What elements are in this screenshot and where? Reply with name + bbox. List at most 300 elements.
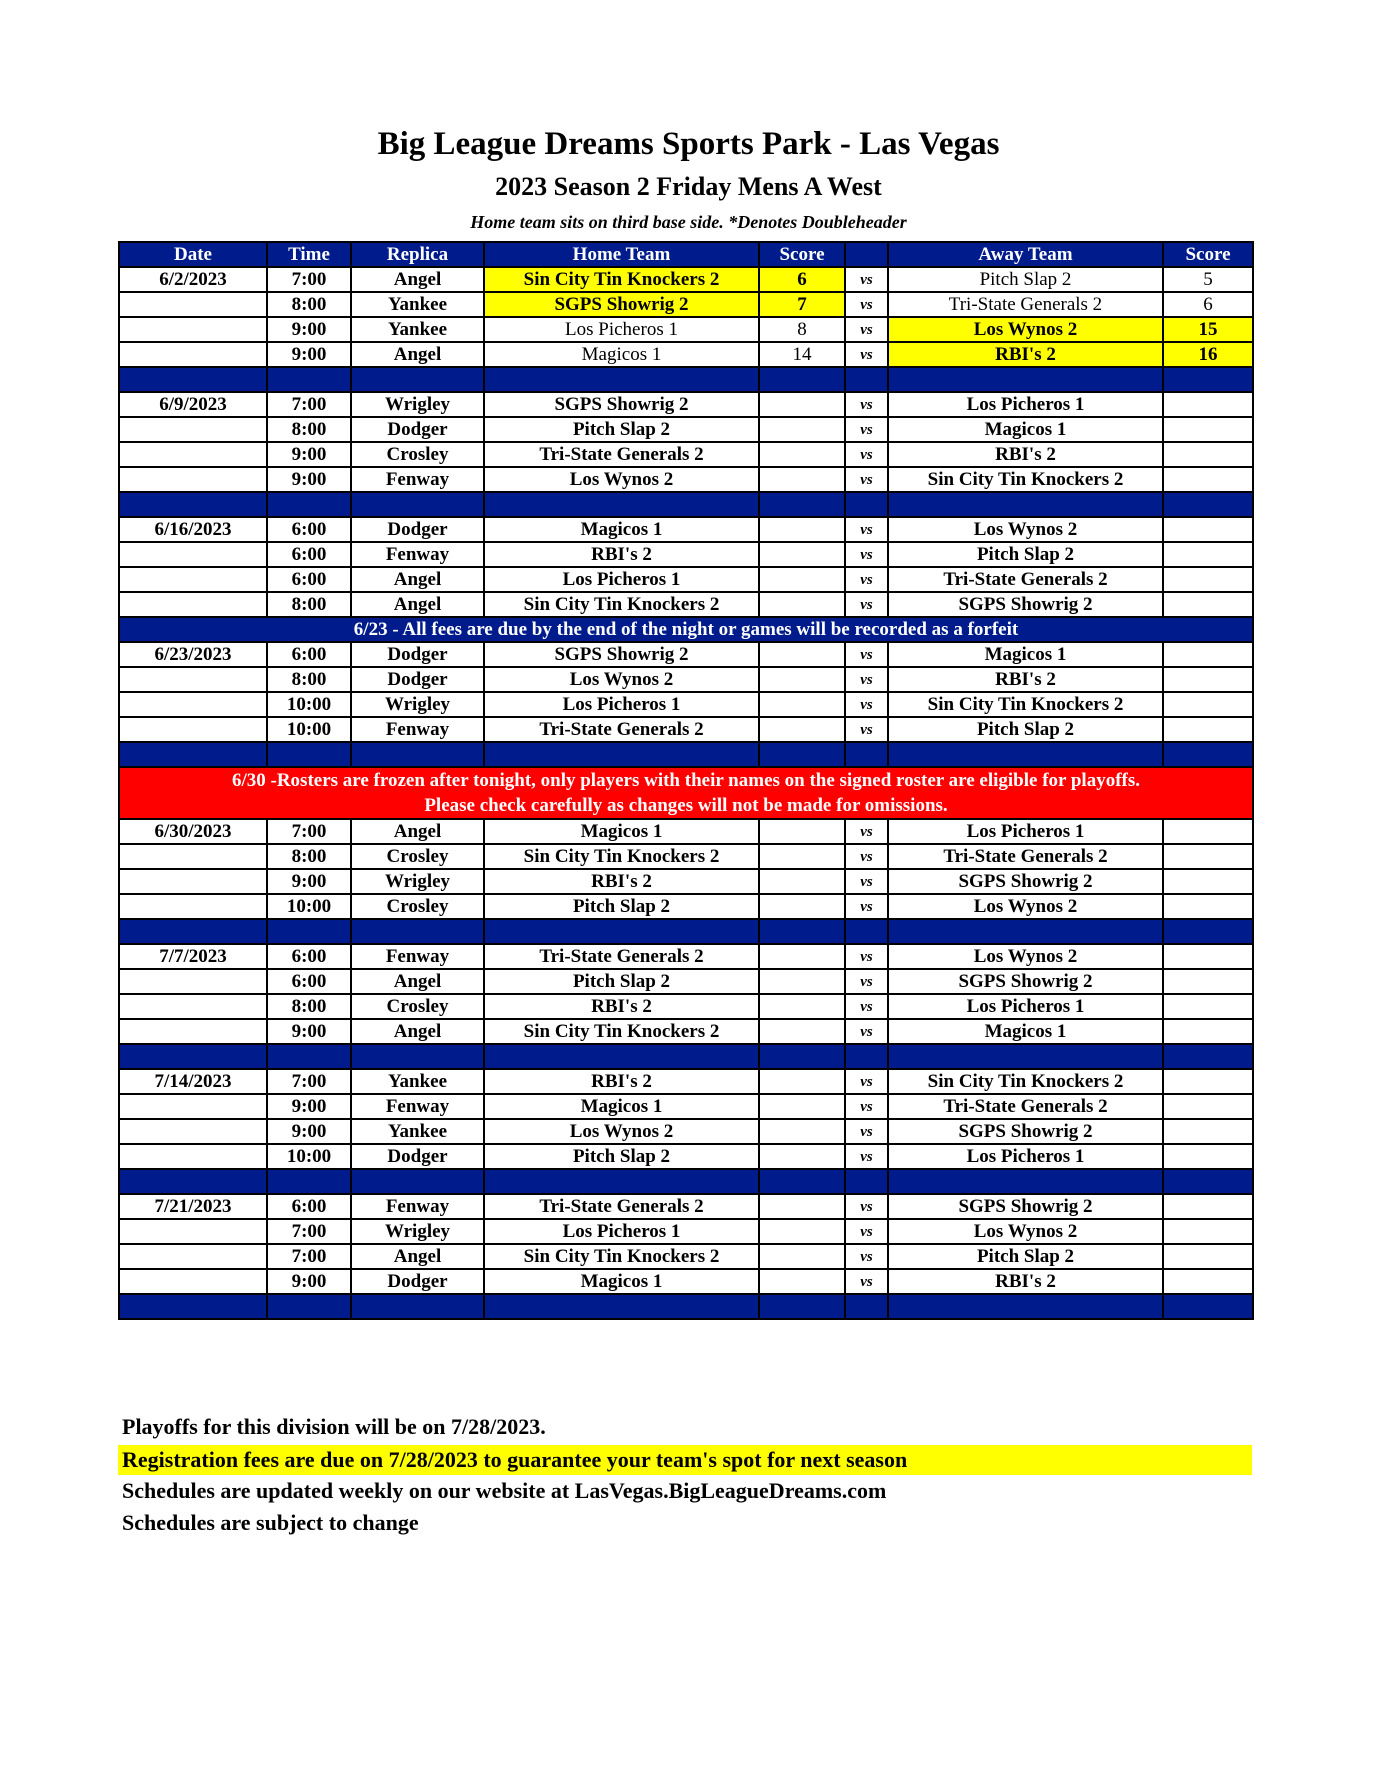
field-cell: Wrigley: [351, 392, 484, 417]
field-cell: Wrigley: [351, 869, 484, 894]
col-header-replica: Replica: [351, 242, 484, 267]
away-score-cell: [1163, 542, 1253, 567]
home-score-cell: [759, 392, 845, 417]
home-team-cell: SGPS Showrig 2: [484, 292, 759, 317]
separator-cell: [759, 367, 845, 392]
home-team-cell: Tri-State Generals 2: [484, 944, 759, 969]
separator-cell: [351, 492, 484, 517]
home-team-cell: Tri-State Generals 2: [484, 717, 759, 742]
table-row: [119, 1069, 1253, 1094]
home-score-cell: [759, 1019, 845, 1044]
away-score-cell: 16: [1163, 342, 1253, 367]
home-team-cell: Pitch Slap 2: [484, 1144, 759, 1169]
table-row: [119, 1019, 1253, 1044]
footer-registration: Registration fees are due on 7/28/2023 to guarantee your team's spot for next season: [118, 1445, 1252, 1475]
field-cell: Dodger: [351, 417, 484, 442]
time-cell: 8:00: [267, 592, 351, 617]
away-team-cell: Los Picheros 1: [888, 1144, 1163, 1169]
separator-cell: [1163, 1294, 1253, 1319]
date-cell: 7/7/2023: [119, 944, 267, 969]
away-team-cell: RBI's 2: [888, 1269, 1163, 1294]
field-cell: Fenway: [351, 1194, 484, 1219]
field-cell: Yankee: [351, 1069, 484, 1094]
separator-cell: [119, 742, 267, 767]
time-cell: 7:00: [267, 819, 351, 844]
vs-cell: vs: [845, 1094, 888, 1119]
home-score-cell: [759, 567, 845, 592]
separator-cell: [119, 919, 267, 944]
footer-change: Schedules are subject to change: [122, 1510, 419, 1535]
table-header-row: [119, 242, 1253, 267]
separator-cell: [119, 1044, 267, 1069]
away-score-cell: [1163, 592, 1253, 617]
separator-cell: [845, 919, 888, 944]
home-score-cell: [759, 994, 845, 1019]
home-team-cell: Pitch Slap 2: [484, 417, 759, 442]
table-row: [119, 267, 1253, 292]
roster-alert-line-2: Please check carefully as changes will not be made for omissions.: [424, 795, 948, 816]
table-row: [119, 442, 1253, 467]
home-team-cell: Magicos 1: [484, 819, 759, 844]
schedule-table: [118, 241, 1254, 1320]
home-team-cell: RBI's 2: [484, 1069, 759, 1094]
away-team-cell: Tri-State Generals 2: [888, 1094, 1163, 1119]
home-team-cell: Los Picheros 1: [484, 1219, 759, 1244]
col-header-away-score: Score: [1163, 242, 1253, 267]
date-cell: [119, 869, 267, 894]
away-score-cell: [1163, 1244, 1253, 1269]
table-row: [119, 1219, 1253, 1244]
vs-cell: vs: [845, 969, 888, 994]
away-team-cell: Sin City Tin Knockers 2: [888, 467, 1163, 492]
vs-cell: vs: [845, 869, 888, 894]
away-score-cell: [1163, 994, 1253, 1019]
away-score-cell: [1163, 819, 1253, 844]
separator-cell: [845, 367, 888, 392]
time-cell: 6:00: [267, 542, 351, 567]
separator-cell: [484, 367, 759, 392]
away-team-cell: Los Wynos 2: [888, 944, 1163, 969]
field-cell: Wrigley: [351, 1219, 484, 1244]
away-team-cell: Pitch Slap 2: [888, 717, 1163, 742]
away-team-cell: RBI's 2: [888, 667, 1163, 692]
vs-cell: vs: [845, 717, 888, 742]
fee-notice: 6/23 - All fees are due by the end of the night or games will be recorded as a forfeit: [119, 617, 1253, 642]
footer-website: Schedules are updated weekly on our website at LasVegas.BigLeagueDreams.com: [122, 1478, 887, 1503]
home-team-cell: Magicos 1: [484, 1094, 759, 1119]
date-cell: [119, 1244, 267, 1269]
table-row: [119, 869, 1253, 894]
home-score-cell: [759, 1144, 845, 1169]
time-cell: 6:00: [267, 969, 351, 994]
date-cell: [119, 292, 267, 317]
away-score-cell: 6: [1163, 292, 1253, 317]
vs-cell: vs: [845, 417, 888, 442]
away-score-cell: [1163, 1219, 1253, 1244]
schedule-note: Home team sits on third base side. *Denotes Doubleheader: [470, 212, 907, 232]
table-row: [119, 292, 1253, 317]
away-team-cell: SGPS Showrig 2: [888, 869, 1163, 894]
roster-alert-line-1: 6/30 -Rosters are frozen after tonight, only players with their names on the signed roster are eligible for playoffs.: [231, 770, 1141, 791]
home-score-cell: [759, 667, 845, 692]
separator-cell: [1163, 367, 1253, 392]
away-team-cell: RBI's 2: [888, 442, 1163, 467]
separator-row: [119, 1169, 1253, 1194]
away-team-cell: Tri-State Generals 2: [888, 567, 1163, 592]
separator-cell: [267, 1294, 351, 1319]
separator-cell: [845, 1294, 888, 1319]
home-team-cell: Sin City Tin Knockers 2: [484, 1019, 759, 1044]
separator-cell: [119, 492, 267, 517]
separator-cell: [759, 492, 845, 517]
time-cell: 9:00: [267, 869, 351, 894]
vs-cell: vs: [845, 392, 888, 417]
vs-cell: vs: [845, 667, 888, 692]
separator-cell: [845, 1169, 888, 1194]
home-score-cell: [759, 894, 845, 919]
separator-cell: [759, 919, 845, 944]
away-team-cell: Pitch Slap 2: [888, 267, 1163, 292]
table-row: [119, 1269, 1253, 1294]
page-subtitle: 2023 Season 2 Friday Mens A West: [495, 172, 882, 201]
field-cell: Crosley: [351, 994, 484, 1019]
separator-cell: [351, 367, 484, 392]
home-team-cell: Los Wynos 2: [484, 1119, 759, 1144]
separator-cell: [888, 1169, 1163, 1194]
home-score-cell: [759, 592, 845, 617]
separator-cell: [484, 1294, 759, 1319]
separator-cell: [888, 367, 1163, 392]
separator-row: [119, 919, 1253, 944]
col-header-home-score: Score: [759, 242, 845, 267]
date-cell: 6/16/2023: [119, 517, 267, 542]
table-row: [119, 844, 1253, 869]
home-team-cell: Los Picheros 1: [484, 567, 759, 592]
separator-cell: [1163, 1169, 1253, 1194]
col-header-home-team: Home Team: [484, 242, 759, 267]
date-cell: 7/21/2023: [119, 1194, 267, 1219]
away-team-cell: SGPS Showrig 2: [888, 969, 1163, 994]
field-cell: Angel: [351, 267, 484, 292]
table-row: [119, 894, 1253, 919]
field-cell: Yankee: [351, 317, 484, 342]
home-team-cell: Pitch Slap 2: [484, 969, 759, 994]
table-row: [119, 342, 1253, 367]
date-cell: 6/30/2023: [119, 819, 267, 844]
time-cell: 9:00: [267, 442, 351, 467]
away-team-cell: Los Picheros 1: [888, 819, 1163, 844]
separator-cell: [888, 1044, 1163, 1069]
date-cell: 6/2/2023: [119, 267, 267, 292]
vs-cell: vs: [845, 1019, 888, 1044]
time-cell: 7:00: [267, 267, 351, 292]
away-team-cell: Magicos 1: [888, 642, 1163, 667]
alert-row: [119, 767, 1253, 819]
home-score-cell: [759, 517, 845, 542]
field-cell: Fenway: [351, 1094, 484, 1119]
separator-cell: [484, 919, 759, 944]
separator-cell: [119, 1294, 267, 1319]
vs-cell: vs: [845, 292, 888, 317]
field-cell: Dodger: [351, 517, 484, 542]
vs-cell: vs: [845, 567, 888, 592]
col-header-away-team: Away Team: [888, 242, 1163, 267]
field-cell: Fenway: [351, 542, 484, 567]
time-cell: 6:00: [267, 517, 351, 542]
date-cell: [119, 467, 267, 492]
field-cell: Crosley: [351, 442, 484, 467]
vs-cell: vs: [845, 1219, 888, 1244]
separator-cell: [267, 919, 351, 944]
footer-playoffs: Playoffs for this division will be on 7/28/2023.: [122, 1414, 546, 1439]
table-row: [119, 819, 1253, 844]
field-cell: Angel: [351, 819, 484, 844]
vs-cell: vs: [845, 267, 888, 292]
away-score-cell: [1163, 392, 1253, 417]
separator-cell: [351, 1044, 484, 1069]
separator-cell: [267, 742, 351, 767]
away-team-cell: Pitch Slap 2: [888, 542, 1163, 567]
away-score-cell: [1163, 717, 1253, 742]
time-cell: 9:00: [267, 1119, 351, 1144]
separator-cell: [888, 1294, 1163, 1319]
separator-cell: [845, 1044, 888, 1069]
home-team-cell: Tri-State Generals 2: [484, 442, 759, 467]
time-cell: 8:00: [267, 417, 351, 442]
separator-cell: [351, 1294, 484, 1319]
away-team-cell: Tri-State Generals 2: [888, 292, 1163, 317]
date-cell: 6/9/2023: [119, 392, 267, 417]
home-score-cell: [759, 1094, 845, 1119]
date-cell: [119, 1219, 267, 1244]
home-team-cell: RBI's 2: [484, 542, 759, 567]
time-cell: 6:00: [267, 567, 351, 592]
home-team-cell: RBI's 2: [484, 994, 759, 1019]
home-score-cell: [759, 1244, 845, 1269]
separator-cell: [351, 919, 484, 944]
date-cell: [119, 442, 267, 467]
field-cell: Fenway: [351, 717, 484, 742]
home-score-cell: [759, 844, 845, 869]
separator-cell: [484, 492, 759, 517]
away-team-cell: Los Wynos 2: [888, 1219, 1163, 1244]
separator-cell: [1163, 492, 1253, 517]
home-team-cell: SGPS Showrig 2: [484, 392, 759, 417]
field-cell: Yankee: [351, 1119, 484, 1144]
away-team-cell: Los Picheros 1: [888, 994, 1163, 1019]
away-score-cell: [1163, 467, 1253, 492]
away-score-cell: [1163, 1094, 1253, 1119]
away-team-cell: SGPS Showrig 2: [888, 592, 1163, 617]
date-cell: [119, 542, 267, 567]
home-score-cell: 7: [759, 292, 845, 317]
vs-cell: vs: [845, 1119, 888, 1144]
home-score-cell: [759, 467, 845, 492]
home-score-cell: [759, 717, 845, 742]
vs-cell: vs: [845, 317, 888, 342]
home-score-cell: [759, 1194, 845, 1219]
home-score-cell: 8: [759, 317, 845, 342]
away-team-cell: Los Picheros 1: [888, 392, 1163, 417]
separator-cell: [267, 492, 351, 517]
field-cell: Angel: [351, 1244, 484, 1269]
time-cell: 6:00: [267, 944, 351, 969]
date-cell: [119, 717, 267, 742]
vs-cell: vs: [845, 467, 888, 492]
separator-cell: [759, 1044, 845, 1069]
home-team-cell: Pitch Slap 2: [484, 894, 759, 919]
vs-cell: vs: [845, 642, 888, 667]
away-score-cell: [1163, 1019, 1253, 1044]
date-cell: 6/23/2023: [119, 642, 267, 667]
home-score-cell: [759, 1069, 845, 1094]
home-score-cell: [759, 542, 845, 567]
date-cell: [119, 1119, 267, 1144]
home-score-cell: [759, 1269, 845, 1294]
home-score-cell: 6: [759, 267, 845, 292]
home-score-cell: [759, 442, 845, 467]
vs-cell: vs: [845, 944, 888, 969]
away-score-cell: [1163, 1119, 1253, 1144]
vs-cell: vs: [845, 592, 888, 617]
home-team-cell: Los Picheros 1: [484, 692, 759, 717]
table-row: [119, 717, 1253, 742]
away-score-cell: [1163, 442, 1253, 467]
table-row: [119, 1244, 1253, 1269]
vs-cell: vs: [845, 819, 888, 844]
separator-row: [119, 367, 1253, 392]
time-cell: 10:00: [267, 717, 351, 742]
separator-cell: [351, 1169, 484, 1194]
time-cell: 10:00: [267, 894, 351, 919]
table-row: [119, 567, 1253, 592]
table-row: [119, 517, 1253, 542]
date-cell: [119, 994, 267, 1019]
away-score-cell: [1163, 1194, 1253, 1219]
vs-cell: vs: [845, 542, 888, 567]
time-cell: 9:00: [267, 1019, 351, 1044]
field-cell: Angel: [351, 567, 484, 592]
away-score-cell: [1163, 944, 1253, 969]
table-row: [119, 944, 1253, 969]
home-score-cell: [759, 869, 845, 894]
away-team-cell: Sin City Tin Knockers 2: [888, 692, 1163, 717]
vs-cell: vs: [845, 342, 888, 367]
separator-cell: [759, 742, 845, 767]
vs-cell: vs: [845, 1144, 888, 1169]
date-cell: [119, 894, 267, 919]
away-score-cell: 15: [1163, 317, 1253, 342]
away-score-cell: [1163, 567, 1253, 592]
time-cell: 8:00: [267, 844, 351, 869]
field-cell: Angel: [351, 969, 484, 994]
date-cell: [119, 969, 267, 994]
separator-cell: [1163, 1044, 1253, 1069]
away-score-cell: [1163, 692, 1253, 717]
separator-row: [119, 492, 1253, 517]
time-cell: 7:00: [267, 392, 351, 417]
field-cell: Dodger: [351, 1144, 484, 1169]
home-team-cell: Tri-State Generals 2: [484, 1194, 759, 1219]
field-cell: Crosley: [351, 844, 484, 869]
away-team-cell: Pitch Slap 2: [888, 1244, 1163, 1269]
date-cell: [119, 1094, 267, 1119]
away-team-cell: Magicos 1: [888, 1019, 1163, 1044]
time-cell: 7:00: [267, 1069, 351, 1094]
separator-cell: [888, 919, 1163, 944]
field-cell: Angel: [351, 592, 484, 617]
separator-cell: [888, 742, 1163, 767]
table-row: [119, 692, 1253, 717]
field-cell: Angel: [351, 1019, 484, 1044]
away-team-cell: SGPS Showrig 2: [888, 1119, 1163, 1144]
time-cell: 9:00: [267, 1269, 351, 1294]
home-team-cell: Sin City Tin Knockers 2: [484, 844, 759, 869]
separator-cell: [351, 742, 484, 767]
home-team-cell: Magicos 1: [484, 342, 759, 367]
time-cell: 8:00: [267, 994, 351, 1019]
home-team-cell: Sin City Tin Knockers 2: [484, 267, 759, 292]
away-score-cell: [1163, 1069, 1253, 1094]
separator-cell: [845, 492, 888, 517]
time-cell: 7:00: [267, 1244, 351, 1269]
home-team-cell: Los Wynos 2: [484, 467, 759, 492]
notice-row: [119, 617, 1253, 642]
separator-cell: [267, 1169, 351, 1194]
home-team-cell: Magicos 1: [484, 1269, 759, 1294]
home-score-cell: [759, 1119, 845, 1144]
away-score-cell: [1163, 517, 1253, 542]
home-score-cell: [759, 944, 845, 969]
date-cell: [119, 567, 267, 592]
separator-row: [119, 1294, 1253, 1319]
separator-cell: [888, 492, 1163, 517]
date-cell: [119, 692, 267, 717]
time-cell: 8:00: [267, 667, 351, 692]
separator-cell: [267, 367, 351, 392]
vs-cell: vs: [845, 517, 888, 542]
away-team-cell: Tri-State Generals 2: [888, 844, 1163, 869]
time-cell: 8:00: [267, 292, 351, 317]
away-score-cell: [1163, 667, 1253, 692]
home-score-cell: [759, 692, 845, 717]
separator-cell: [1163, 919, 1253, 944]
table-row: [119, 1144, 1253, 1169]
away-score-cell: 5: [1163, 267, 1253, 292]
home-team-cell: Los Wynos 2: [484, 667, 759, 692]
vs-cell: vs: [845, 1194, 888, 1219]
field-cell: Fenway: [351, 467, 484, 492]
table-row: [119, 642, 1253, 667]
vs-cell: vs: [845, 1269, 888, 1294]
col-header-date: Date: [119, 242, 267, 267]
home-team-cell: SGPS Showrig 2: [484, 642, 759, 667]
separator-cell: [845, 742, 888, 767]
time-cell: 9:00: [267, 317, 351, 342]
col-header-vs: [845, 242, 888, 267]
home-team-cell: RBI's 2: [484, 869, 759, 894]
separator-cell: [759, 1169, 845, 1194]
table-row: [119, 467, 1253, 492]
home-team-cell: Sin City Tin Knockers 2: [484, 1244, 759, 1269]
away-team-cell: SGPS Showrig 2: [888, 1194, 1163, 1219]
col-header-time: Time: [267, 242, 351, 267]
away-team-cell: Los Wynos 2: [888, 894, 1163, 919]
home-team-cell: Magicos 1: [484, 517, 759, 542]
home-score-cell: [759, 1219, 845, 1244]
away-team-cell: Magicos 1: [888, 417, 1163, 442]
away-score-cell: [1163, 642, 1253, 667]
